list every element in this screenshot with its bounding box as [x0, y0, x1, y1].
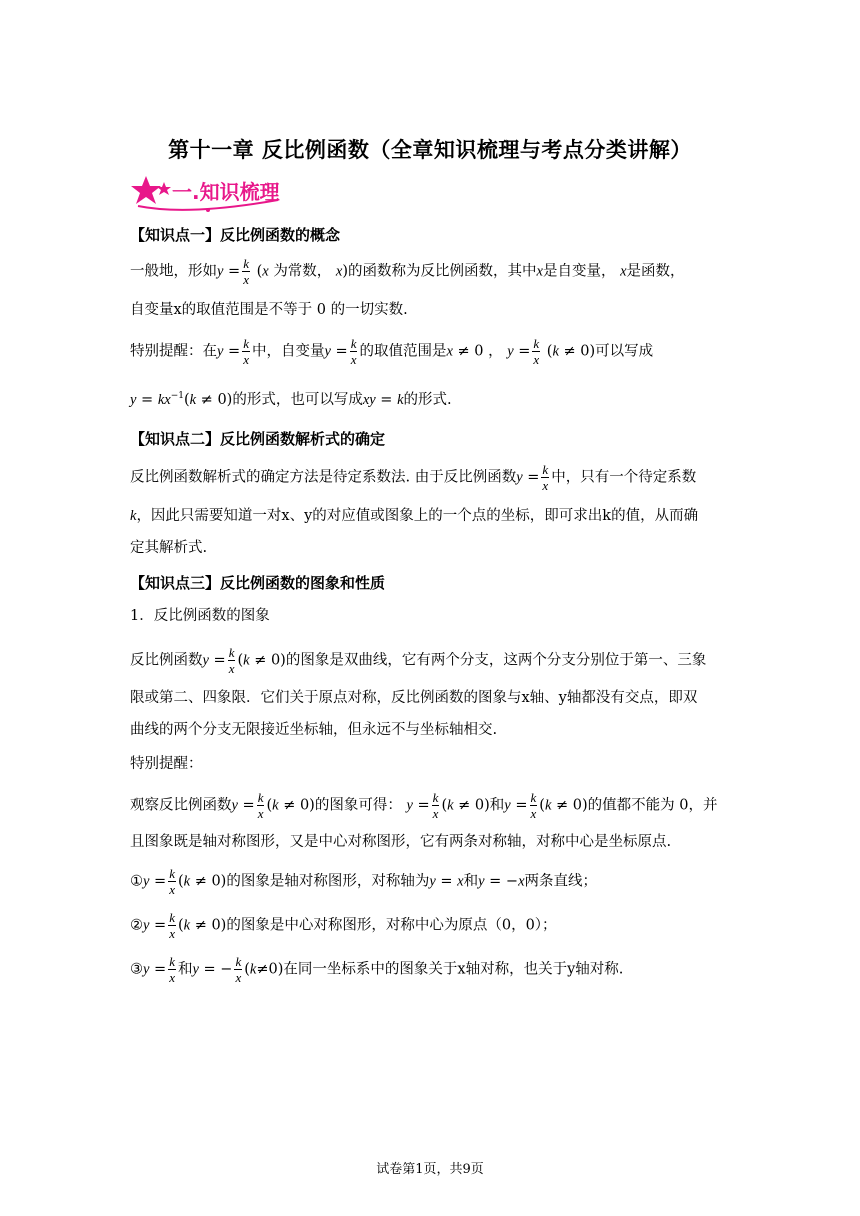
kp3-conclusion-2: ②y = $\frac{k}{x}$ (k ≠ 0)的图象是中心对称图形，对称中心为原点（0，0）；	[130, 910, 557, 941]
kp3-conclusion-3: ③y = $\frac{k}{x}$ 和y = − $\frac{k}{x}$ (k≠0)在同一坐标系中的图象关于x轴对称，也关于y轴对称.	[130, 954, 624, 985]
kp1-heading: 【知识点一】反比例函数的概念	[130, 226, 341, 244]
kp3-line1: 反比例函数y = $\frac{k}{x}$ (k ≠ 0)的图象是双曲线，它有两个分支，这两个分支分别位于第一、三象	[130, 645, 707, 676]
kp2-line2: k，因此只需要知道一对x、y的对应值或图象上的一个点的坐标，即可求出k的值，从而确	[130, 508, 699, 524]
section-banner-title: 一.知识梳理	[172, 180, 280, 204]
kp3-heading: 【知识点三】反比例函数的图象和性质	[130, 574, 386, 592]
kp3-line3: 曲线的两个分支无限接近坐标轴，但永远不与坐标轴相交.	[130, 722, 498, 738]
kp3-line6: 且图象既是轴对称图形，又是中心对称图形，它有两条对称轴，对称中心是坐标原点.	[130, 834, 672, 850]
kp3-conclusion-1: ①y = $\frac{k}{x}$ (k ≠ 0)的图象是轴对称图形，对称轴为y = x和y = −x两条直线；	[130, 866, 597, 897]
kp1-line1: 一般地，形如y = $\frac{k}{x}$ (x 为常数， x)的函数称为反比例函数，其中x是自变量， x是函数，	[130, 256, 685, 287]
kp1-line2: 自变量x的取值范围是不等于 0 的一切实数.	[130, 302, 408, 318]
kp1-line3: 特别提醒：在y = $\frac{k}{x}$ 中，自变量y = $\frac{k}{x}$ 的取值范围是x ≠ 0 ， y = $\frac{k}{x}$ (k ≠ 0)可以写成	[130, 336, 654, 367]
kp2-heading: 【知识点二】反比例函数解析式的确定	[130, 430, 386, 448]
kp2-line3: 定其解析式.	[130, 540, 208, 556]
kp3-line2: 限或第二、四象限．它们关于原点对称，反比例函数的图象与x轴、y轴都没有交点，即双	[130, 690, 698, 706]
kp1-line4: $y = kx^{-1}(k \ne 0)$的形式，也可以写成xy = k的形式.	[130, 391, 452, 408]
kp3-line5: 观察反比例函数y = $\frac{k}{x}$ (k ≠ 0)的图象可得： y = $\frac{k}{x}$ (k ≠ 0)和y = $\frac{k}{x}$ (k ≠ 0)的值都不能为 0，并	[130, 790, 718, 821]
page-footer: 试卷第1页，共9页	[376, 1162, 484, 1177]
kp3-sub1: 1．反比例函数的图象	[130, 608, 270, 624]
kp2-line1: 反比例函数解析式的确定方法是待定系数法. 由于反比例函数y = $\frac{k}{x}$ 中，只有一个待定系数	[130, 462, 697, 493]
page-title: 第十一章 反比例函数（全章知识梳理与考点分类讲解）	[168, 138, 692, 162]
kp3-line4: 特别提醒：	[130, 756, 203, 772]
